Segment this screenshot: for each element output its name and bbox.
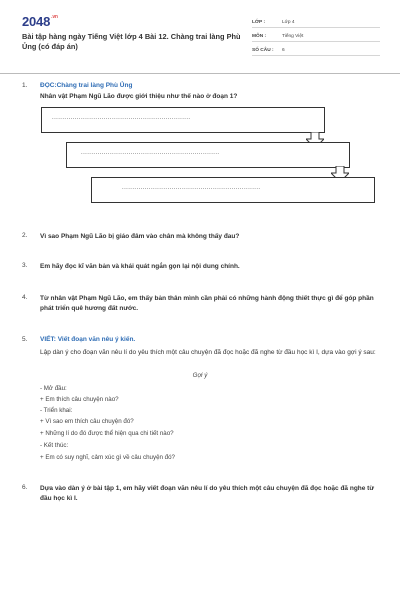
meta-label: SỐ CÂU :: [252, 48, 274, 53]
answer-box-3[interactable]: [91, 177, 375, 203]
question-number: 3.: [22, 262, 28, 269]
hint-line: + Những lí do đó được thể hiện qua chi tiết nào?: [40, 430, 174, 437]
question-number: 4.: [22, 294, 28, 301]
answer-box-1[interactable]: [41, 107, 325, 133]
question-text: Em hãy đọc kĩ văn bản và khái quát ngắn gọn lại nội dung chính.: [40, 263, 240, 270]
logo-domain: .vn: [51, 14, 58, 20]
hint-line: - Kết thúc:: [40, 442, 69, 449]
hint-line: - Triển khai:: [40, 407, 73, 414]
answer-box-2[interactable]: [66, 142, 350, 168]
meta-value: 6: [282, 48, 285, 53]
question-text: Nhân vật Phạm Ngũ Lão được giới thiệu như thế nào ở đoạn 1?: [40, 93, 238, 100]
question-number: 1.: [22, 82, 28, 89]
answer-dots: ...................................................................: [122, 185, 261, 191]
section-heading-write: VIẾT: Viết đoạn văn nêu ý kiến.: [40, 336, 136, 343]
answer-dots: ...................................................................: [52, 115, 191, 121]
header-divider: [0, 73, 400, 74]
meta-row-class: [252, 14, 380, 28]
question-number: 2.: [22, 232, 28, 239]
hint-line: + Em có suy nghĩ, cảm xúc gì về câu chuyện đó?: [40, 454, 175, 461]
meta-row-count: [252, 42, 380, 56]
meta-value: Tiếng Việt: [282, 34, 304, 39]
document-title: Bài tập hàng ngày Tiếng Việt lớp 4 Bài 12. Chàng trai làng Phù Ủng (có đáp án): [22, 32, 241, 51]
meta-label: LỚP :: [252, 20, 266, 25]
answer-dots: ...................................................................: [81, 150, 220, 156]
question-number: 5.: [22, 336, 28, 343]
question-number: 6.: [22, 484, 28, 491]
hint-line: - Mở đầu:: [40, 385, 67, 392]
question-text: Từ nhân vật Phạm Ngũ Lão, em thấy bản thân mình cần phải có những hành động thiết thực gì để góp phần phát triển quê hương đất nước.: [40, 295, 374, 312]
meta-value: Lớp 4: [282, 20, 295, 25]
question-text: Vì sao Phạm Ngũ Lão bị giáo đâm vào chân mà không thấy đau?: [40, 233, 240, 240]
meta-row-subject: [252, 28, 380, 42]
hint-title: Gợi ý: [192, 372, 208, 379]
section-heading-read: ĐỌC:Chàng trai làng Phù Ủng: [40, 82, 133, 89]
site-logo[interactable]: [22, 14, 58, 29]
logo-text: 2048: [22, 14, 51, 29]
document-meta: [252, 14, 380, 56]
question-text: Dựa vào dàn ý ở bài tập 1, em hãy viết đoạn văn nêu lí do yêu thích một câu chuyện đã đọc hoặc đã nghe từ đầu học kì I.: [40, 485, 375, 502]
hint-line: + Vì sao em thích câu chuyện đó?: [40, 418, 134, 425]
question-text: Lập dàn ý cho đoạn văn nêu lí do yêu thích một câu chuyện đã đọc hoặc đã nghe từ đầu học kì I, dựa vào gợi ý sau:: [40, 349, 376, 356]
hint-line: + Em thích câu chuyện nào?: [40, 396, 119, 403]
meta-label: MÔN :: [252, 34, 267, 39]
